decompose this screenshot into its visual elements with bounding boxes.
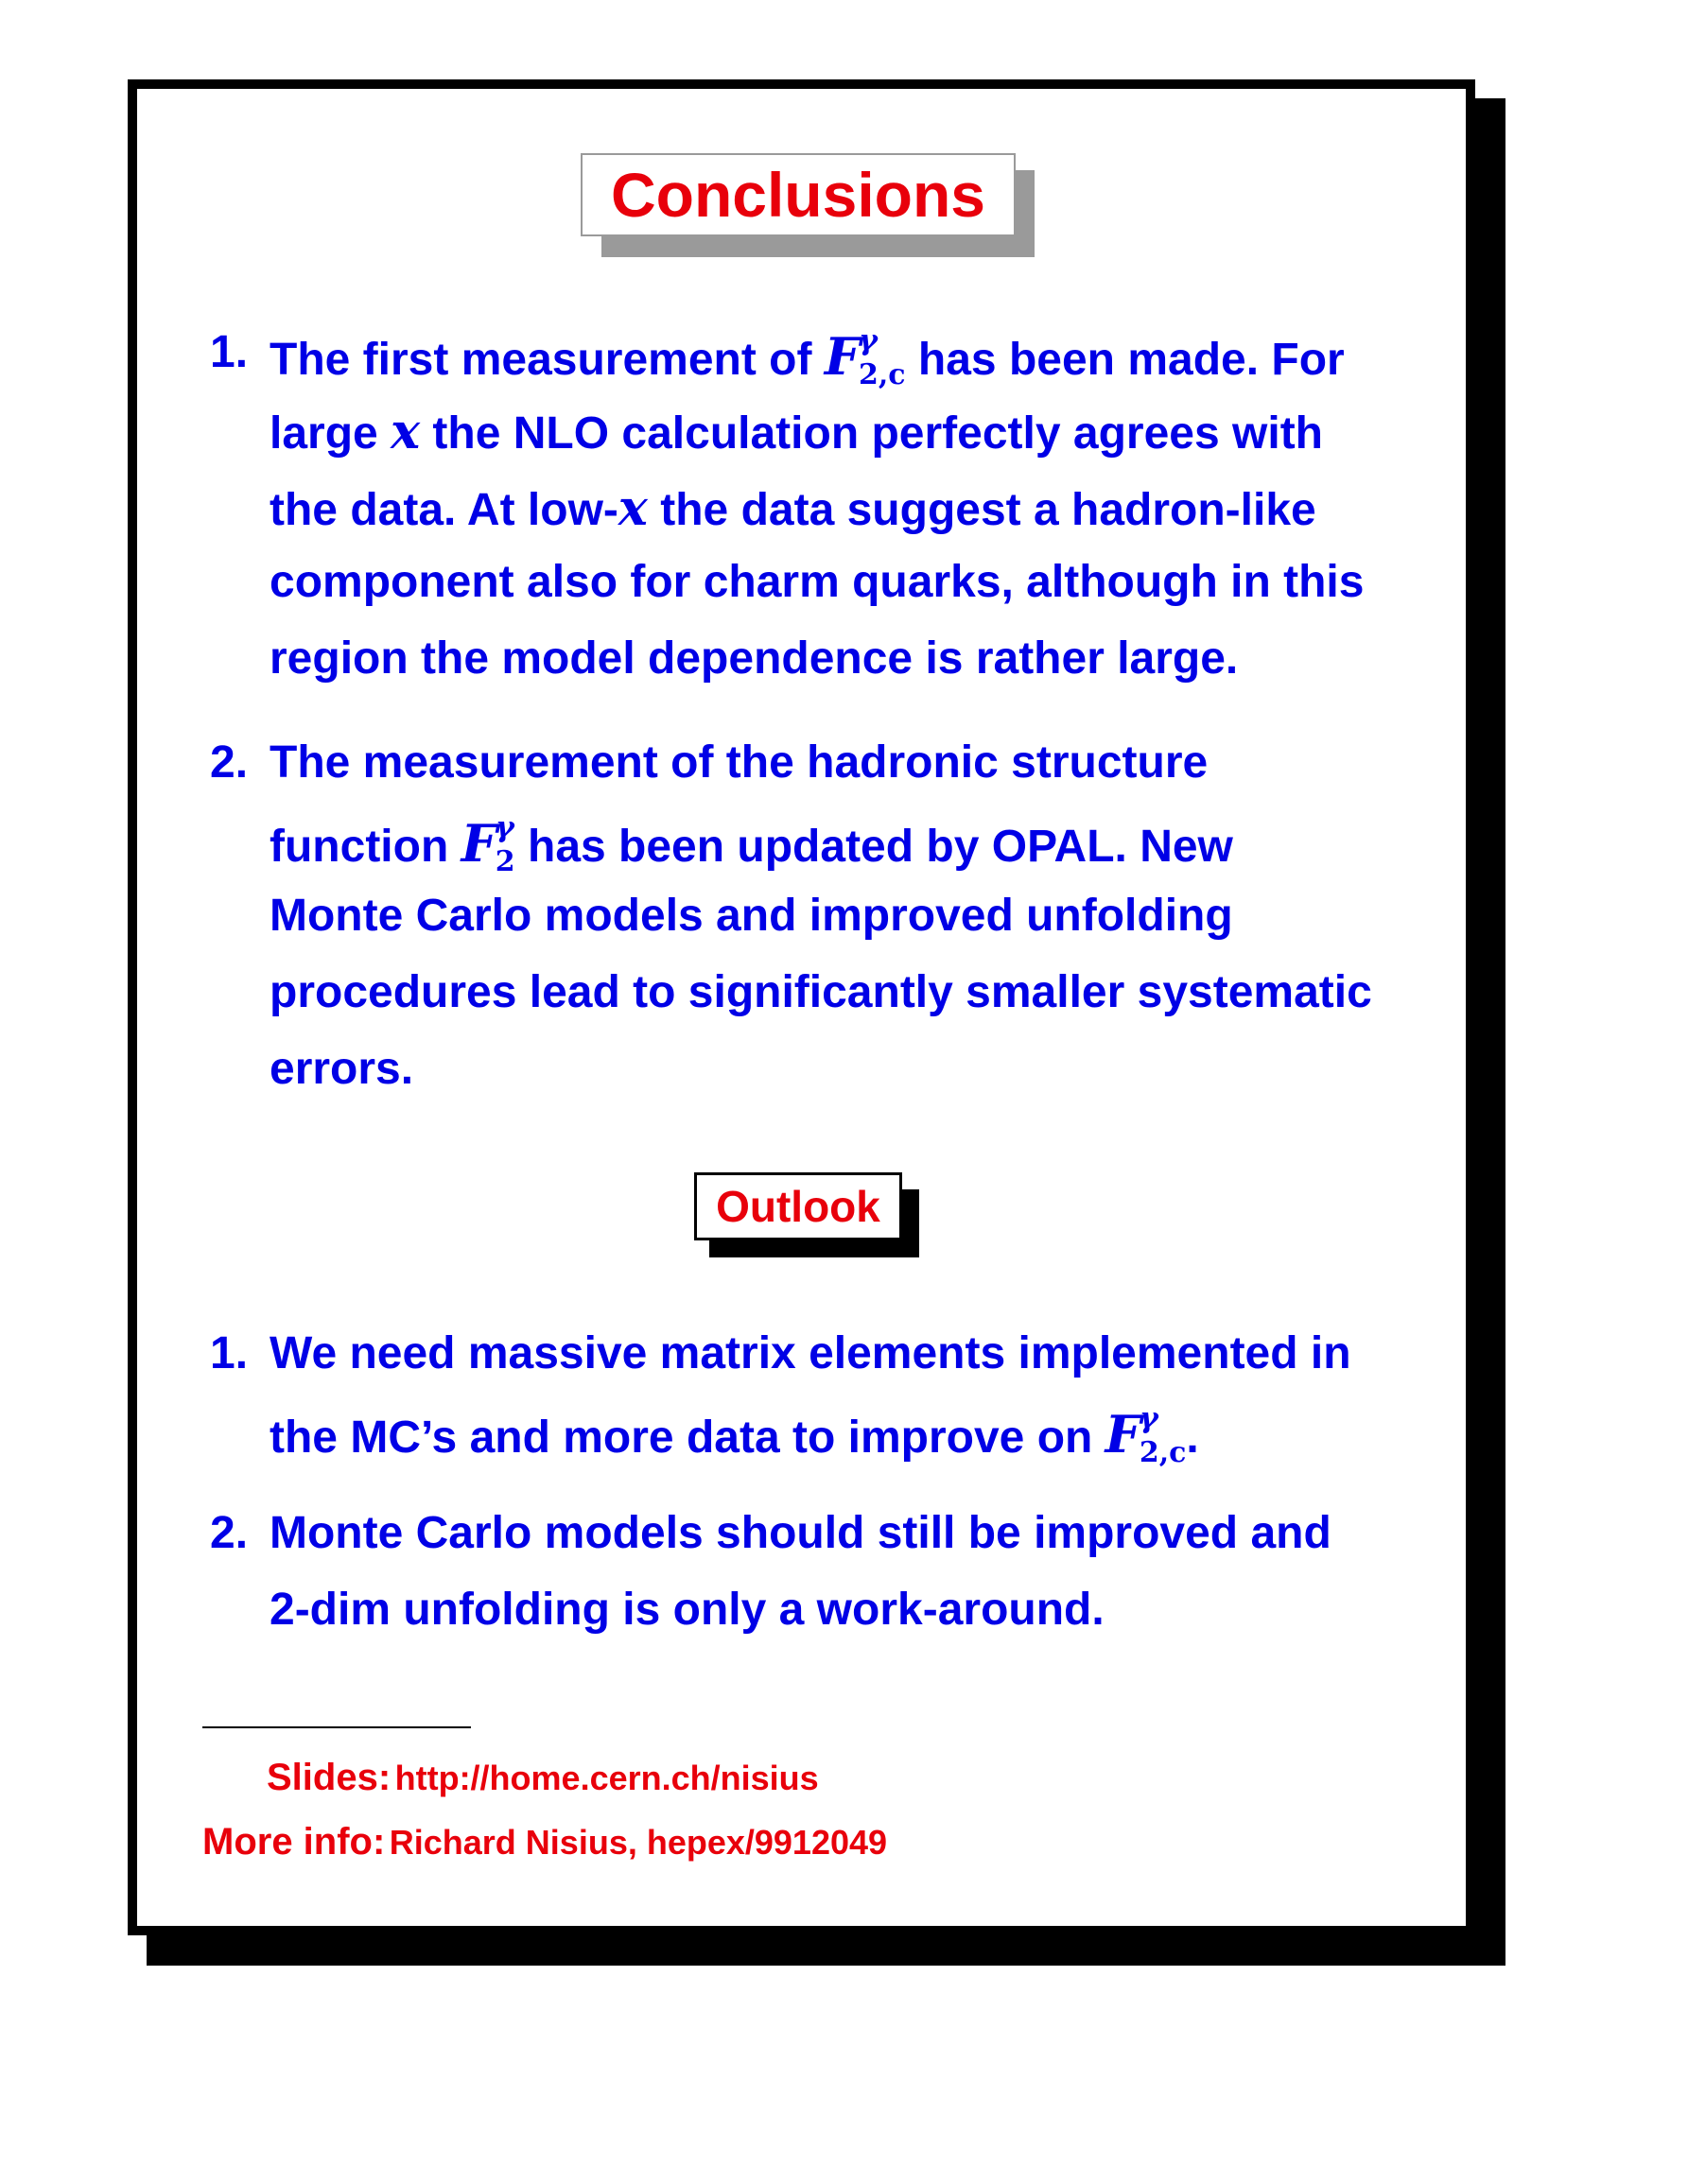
math-f2c [1105,1402,1187,1469]
math-superscript: γ [1140,1402,1158,1435]
text-span: large [270,408,392,459]
math-x: x [391,403,421,460]
math-subscript: 2 [495,845,515,878]
math-subscript: 2,c [1139,1436,1187,1469]
text-span: the NLO calculation perfectly agrees with [420,408,1323,459]
text-line: The measurement of the hadronic structure [270,737,1209,788]
text-line [270,324,1345,391]
text-span: . [1186,1413,1199,1463]
footer-slides-link[interactable]: http://home.cern.ch/nisius [394,1759,819,1797]
text-span: has been made. For [905,335,1345,385]
outlook-heading: Outlook [694,1172,902,1240]
text-line: procedures lead to significantly smaller systematic [270,967,1372,1017]
footnote-rule [202,1726,471,1728]
item-number: 2. [210,737,249,788]
math-f2c [824,324,906,391]
footer-slides-label: Slides: [267,1757,392,1798]
text-line [270,403,1323,460]
item-number: 1. [210,327,249,377]
text-line [270,1402,1199,1469]
math-f2 [461,811,515,878]
footer-more-info [202,1821,887,1863]
text-span: the MC’s and more data to improve on [270,1413,1105,1463]
math-symbol: F [461,813,497,874]
text-line: We need massive matrix elements implemented in [270,1328,1351,1378]
math-symbol: F [824,326,861,387]
text-line: component also for charm quarks, although in this [270,557,1365,607]
text-line: region the model dependence is rather large. [270,633,1239,684]
math-x: x [618,479,648,537]
math-superscript: γ [859,324,878,357]
text-span: function [270,822,461,872]
text-line: Monte Carlo models should still be improved and [270,1508,1331,1558]
footer-slides [267,1757,819,1799]
text-line: 2-dim unfolding is only a work-around. [270,1585,1105,1635]
item-number: 1. [210,1328,249,1378]
footer-info-label: More info: [202,1821,386,1863]
text-line: errors. [270,1044,414,1094]
text-span: The first measurement of [270,335,825,385]
text-line [270,479,1316,537]
math-subscript: 2,c [858,358,906,391]
text-line: Monte Carlo models and improved unfolding [270,891,1233,941]
text-span: has been updated by OPAL. New [514,822,1233,872]
text-line [270,811,1233,878]
math-superscript: γ [495,811,514,844]
conclusions-heading: Conclusions [581,153,1016,236]
footer-info-value: Richard Nisius, hepex/9912049 [389,1823,888,1862]
item-number: 2. [210,1508,249,1558]
math-symbol: F [1105,1404,1142,1465]
text-span: the data suggest a hadron-like [647,485,1316,535]
text-span: the data. At low- [270,485,618,535]
